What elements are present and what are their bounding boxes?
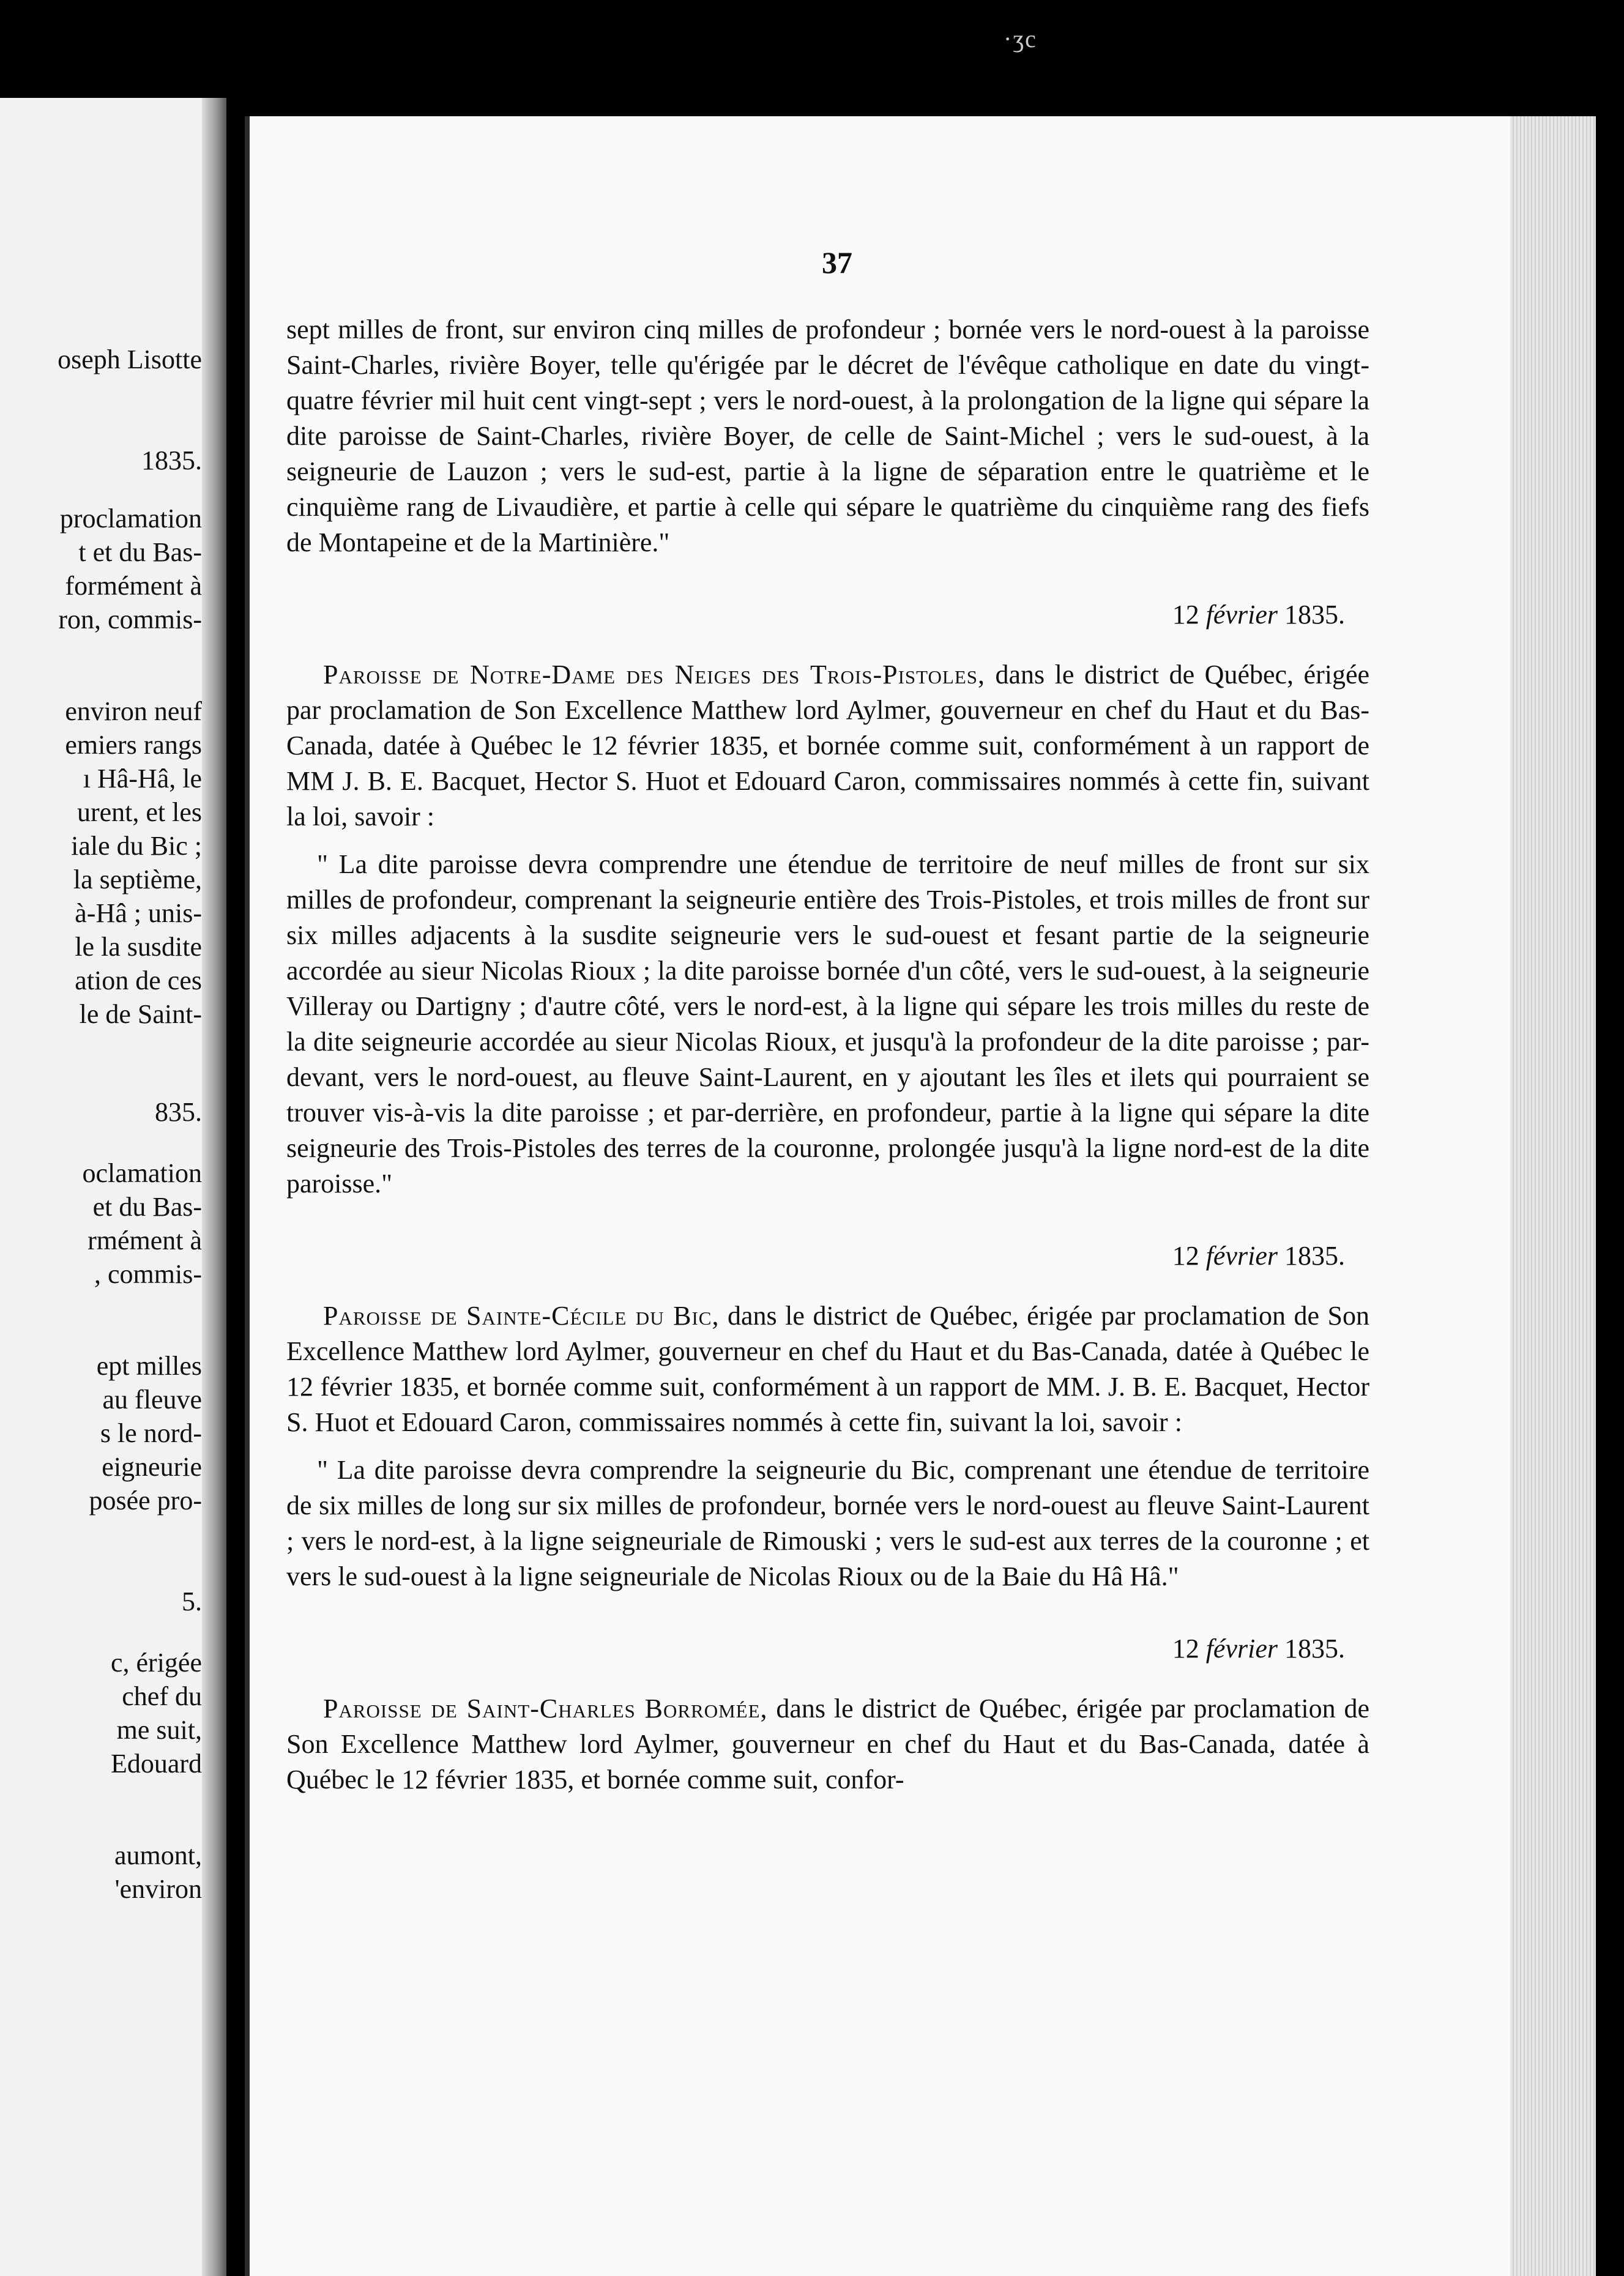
main-page bbox=[245, 116, 1596, 2276]
section-date bbox=[286, 597, 1369, 633]
left-page-line: 835. bbox=[155, 1097, 202, 1127]
corner-mark: ·ʒc bbox=[1004, 25, 1037, 53]
left-page-line: et du Bas- bbox=[92, 1192, 202, 1222]
left-page-line: c, érigée bbox=[111, 1648, 202, 1678]
date-day: 12 bbox=[1172, 600, 1199, 630]
left-page-line: t et du Bas- bbox=[78, 537, 202, 567]
left-page-line: oclamation bbox=[82, 1158, 202, 1188]
left-page-line: s le nord- bbox=[100, 1418, 202, 1448]
section-date bbox=[286, 1238, 1369, 1274]
date-day: 12 bbox=[1172, 1241, 1199, 1271]
date-day: 12 bbox=[1172, 1634, 1199, 1664]
left-page-line: 5. bbox=[182, 1586, 202, 1616]
left-page-line: Edouard bbox=[110, 1749, 202, 1779]
left-page-line: proclamation bbox=[59, 504, 202, 534]
parish-section-bic bbox=[286, 1238, 1369, 1594]
left-page-line: rmément à bbox=[88, 1225, 202, 1255]
intro-text: dans le district de Québec, érigée par proclamation de Son Excellence Matthew lord Aylmer, gouverneur en chef du Haut et du Bas-Canada, datée à Québec le 12 février 1835, et bornée comme suit, confor- bbox=[286, 1694, 1369, 1794]
parish-heading: Paroisse de Saint-Charles Borromée, bbox=[323, 1694, 768, 1724]
date-year: 1835. bbox=[1284, 1634, 1345, 1664]
left-page-line: oseph Lisotte bbox=[58, 344, 202, 374]
intro-text: dans le district de Québec, érigée par proclamation de Son Excellence Matthew lord Aylmer, gouverneur en chef du Haut et du Bas-Canada, datée à Québec le 12 février 1835, et bornée comme suit, conformément à un rapport de MM. J. B. E. Bacquet, Hector S. Huot et Edouard Caron, commissaires nommés à cette fin, suivant la loi, savoir : bbox=[286, 1301, 1370, 1437]
left-page-line: le la susdite bbox=[75, 932, 202, 962]
left-page-line: la septième, bbox=[73, 865, 202, 894]
left-page-line: 1835. bbox=[141, 445, 202, 475]
left-page-line: formément à bbox=[65, 571, 202, 601]
left-page-line: ept milles bbox=[96, 1351, 202, 1381]
section-intro bbox=[286, 1691, 1369, 1798]
left-page-line: le de Saint- bbox=[79, 999, 202, 1029]
left-page-line: 'environ bbox=[114, 1874, 202, 1904]
left-page-line: emiers rangs bbox=[65, 730, 202, 760]
left-page-line: ron, commis- bbox=[58, 604, 202, 634]
left-page-line: environ neuf bbox=[65, 696, 202, 726]
left-page-line: à-Hâ ; unis- bbox=[75, 898, 202, 928]
date-year: 1835. bbox=[1284, 1241, 1345, 1271]
section-date bbox=[286, 1631, 1369, 1667]
left-page-line: chef du bbox=[122, 1681, 202, 1711]
left-page-line: urent, et les bbox=[76, 797, 202, 827]
parish-section-trois-pistoles bbox=[286, 597, 1369, 1202]
section-quote: " La dite paroisse devra comprendre la seigneurie du Bic, comprenant une étendue de territoire de six milles de long sur six milles de profondeur, bornée vers le nord-ouest au fleuve Saint-Laurent ; vers le nord-est, à la ligne seigneuriale de Rimouski ; vers le sud-est aux terres de la couronne ; et vers le sud-ouest à la ligne seigneuriale de Nicolas Rioux ou de la Baie du Hâ Hâ." bbox=[286, 1455, 1369, 1591]
left-page-line: ı Hâ-Hâ, le bbox=[83, 764, 202, 794]
left-page-line: iale du Bic ; bbox=[71, 831, 202, 861]
left-page-line: ation de ces bbox=[75, 965, 202, 995]
parish-heading: Paroisse de Sainte-Cécile du Bic, bbox=[323, 1301, 720, 1331]
left-page-edge bbox=[0, 98, 226, 2276]
left-page-line: au fleuve bbox=[102, 1385, 202, 1415]
left-page-line: me suit, bbox=[116, 1715, 202, 1745]
section-quote: " La dite paroisse devra comprendre une étendue de territoire de neuf milles de front sur six milles de profondeur, comprenant la seigneurie entière des Trois-Pistoles, et trois milles de front sur six milles adjacents à la susdite seigneurie vers le sud-ouest et fesant partie de la seigneurie accordée au sieur Nicolas Rioux ; la dite paroisse bornée d'un côté, vers le sud-ouest, à la seigneurie Villeray ou Dartigny ; d'autre côté, vers le nord-est, à la ligne qui sépare les trois milles du reste de la dite seigneurie accordée au sieur Nicolas Rioux, et jusqu'à la profondeur de la dite paroisse ; par-devant, vers le nord-ouest, au fleuve Saint-Laurent, en y ajoutant les îles et ilets qui pourraient se trouver vis-à-vis la dite paroisse ; et par-derrière, en profondeur, partie à la ligne qui sépare la dite seigneurie des Trois-Pistoles des terres de la couronne, prolongée jusqu'à la ligne nord-est de la dite paroisse." bbox=[286, 849, 1369, 1199]
section-intro bbox=[286, 657, 1369, 835]
section-intro bbox=[286, 1298, 1369, 1440]
intro-text: dans le district de Québec, érigée par proclamation de Son Excellence Matthew lord Aylmer, gouverneur en chef du Haut et du Bas-Canada, datée à Québec le 12 février 1835, et bornée comme suit, conformément à un rapport de MM J. B. E. Bacquet, Hector S. Huot et Edouard Caron, commissaires nommés à cette fin, suivant la loi, savoir : bbox=[286, 660, 1370, 831]
left-page-line: eigneurie bbox=[102, 1452, 202, 1482]
book-gutter bbox=[202, 98, 226, 2276]
page-number: 37 bbox=[822, 245, 852, 280]
page-edge bbox=[1510, 116, 1596, 2276]
left-page-line: posée pro- bbox=[89, 1486, 202, 1515]
parish-section-saint-charles bbox=[286, 1631, 1369, 1798]
left-page-line: aumont, bbox=[114, 1840, 202, 1870]
continuation-section bbox=[286, 312, 1369, 560]
page-content bbox=[286, 312, 1369, 1816]
continuation-paragraph: sept milles de front, sur environ cinq milles de profondeur ; bornée vers le nord-ouest à la paroisse Saint-Charles, rivière Boyer, telle qu'érigée par le décret de l'évêque catholique en date du vingt-quatre février mil huit cent vingt-sept ; vers le nord-ouest, à la prolongation de la ligne qui sépare la dite paroisse de Saint-Charles, rivière Boyer, de celle de Saint-Michel ; vers le sud-ouest, à la seigneurie de Lauzon ; vers le sud-est, partie à la ligne de séparation entre le quatrième et le cinquième rang de Livaudière, et partie à celle qui sépare le quatrième du cinquième rang des fiefs de Montapeine et de la Martinière." bbox=[286, 314, 1369, 557]
parish-heading: Paroisse de Notre-Dame des Neiges des Trois-Pistoles, bbox=[323, 660, 986, 690]
date-year: 1835. bbox=[1284, 600, 1345, 630]
date-month: février bbox=[1205, 600, 1278, 630]
date-month: février bbox=[1205, 1634, 1278, 1664]
date-month: février bbox=[1205, 1241, 1278, 1271]
left-page-line: , commis- bbox=[94, 1259, 202, 1289]
